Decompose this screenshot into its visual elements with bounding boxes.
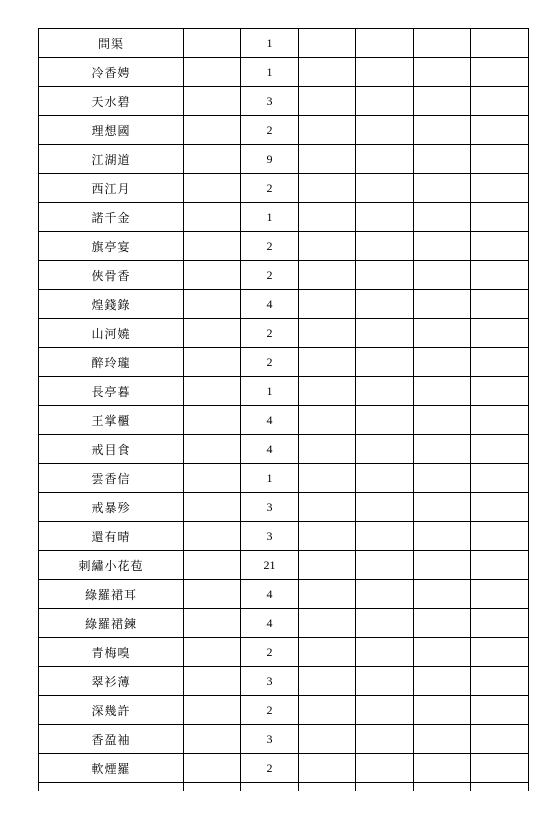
table-row-continued: [39, 783, 529, 792]
empty-cell: [414, 377, 471, 406]
table-row: [39, 522, 529, 551]
empty-cell: [356, 58, 414, 87]
empty-cell: [471, 232, 529, 261]
empty-cell: [356, 319, 414, 348]
empty-cell: [414, 609, 471, 638]
document-page: [38, 28, 528, 791]
item-name-cell: 醉玲瓏: [39, 348, 184, 377]
table-row: [39, 87, 529, 116]
empty-cell: [356, 754, 414, 783]
empty-cell: [471, 203, 529, 232]
item-name-cell: 翠衫薄: [39, 667, 184, 696]
empty-cell: [184, 348, 241, 377]
empty-cell: [356, 406, 414, 435]
empty-cell: [471, 145, 529, 174]
empty-cell: [184, 783, 241, 792]
empty-cell: [356, 377, 414, 406]
empty-cell: [299, 290, 356, 319]
quantity-cell: 1: [241, 29, 299, 58]
quantity-cell: 2: [241, 261, 299, 290]
empty-cell: [184, 203, 241, 232]
table-row: [39, 609, 529, 638]
empty-cell: [356, 348, 414, 377]
quantity-cell: 3: [241, 522, 299, 551]
quantity-cell: 2: [241, 348, 299, 377]
empty-cell: [299, 522, 356, 551]
quantity-cell: 4: [241, 290, 299, 319]
table-row: [39, 406, 529, 435]
empty-cell: [299, 261, 356, 290]
empty-cell: [414, 348, 471, 377]
table-row: [39, 667, 529, 696]
empty-cell: [299, 551, 356, 580]
table-row: [39, 551, 529, 580]
empty-cell: [471, 609, 529, 638]
empty-cell: [471, 754, 529, 783]
empty-cell: [471, 522, 529, 551]
table-row: [39, 319, 529, 348]
empty-cell: [299, 377, 356, 406]
empty-cell: [471, 493, 529, 522]
empty-cell: [356, 522, 414, 551]
empty-cell: [356, 232, 414, 261]
table-row: [39, 638, 529, 667]
item-name-cell: 戒暴殄: [39, 493, 184, 522]
item-name-cell: 刺繡小花苞: [39, 551, 184, 580]
empty-cell: [356, 290, 414, 319]
empty-cell: [356, 464, 414, 493]
empty-cell: [184, 580, 241, 609]
quantity-cell: 4: [241, 580, 299, 609]
empty-cell: [184, 58, 241, 87]
table-row: [39, 116, 529, 145]
item-name-cell: 還有晴: [39, 522, 184, 551]
quantity-cell: 3: [241, 667, 299, 696]
quantity-cell: 2: [241, 638, 299, 667]
empty-cell: [471, 696, 529, 725]
empty-cell: [299, 319, 356, 348]
empty-cell: [299, 580, 356, 609]
empty-cell: [414, 551, 471, 580]
empty-cell: [299, 783, 356, 792]
quantity-cell: 3: [241, 725, 299, 754]
table-row: [39, 232, 529, 261]
empty-cell: [471, 435, 529, 464]
empty-cell: [471, 58, 529, 87]
empty-cell: [471, 725, 529, 754]
empty-cell: [184, 725, 241, 754]
table-row: [39, 725, 529, 754]
empty-cell: [471, 580, 529, 609]
table-row: [39, 145, 529, 174]
empty-cell: [356, 261, 414, 290]
quantity-cell: 1: [241, 464, 299, 493]
empty-cell: [184, 145, 241, 174]
quantity-cell: 2: [241, 754, 299, 783]
item-name-cell: 香盈袖: [39, 725, 184, 754]
empty-cell: [414, 319, 471, 348]
empty-cell: [184, 319, 241, 348]
table-body: [39, 29, 529, 792]
empty-cell: [184, 290, 241, 319]
empty-cell: [299, 58, 356, 87]
item-name-cell: 軟煙羅: [39, 754, 184, 783]
item-name-cell: 戒目食: [39, 435, 184, 464]
item-name-cell: 旗亭宴: [39, 232, 184, 261]
empty-cell: [299, 435, 356, 464]
empty-cell: [414, 522, 471, 551]
empty-cell: [356, 696, 414, 725]
empty-cell: [299, 754, 356, 783]
empty-cell: [184, 29, 241, 58]
item-name-cell: 雲香信: [39, 464, 184, 493]
empty-cell: [299, 203, 356, 232]
empty-cell: [414, 696, 471, 725]
empty-cell: [356, 638, 414, 667]
empty-cell: [414, 87, 471, 116]
empty-cell: [471, 174, 529, 203]
quantity-cell: 2: [241, 319, 299, 348]
item-name-cell: 深幾許: [39, 696, 184, 725]
empty-cell: [471, 464, 529, 493]
item-name-cell: 綠羅裙鍊: [39, 609, 184, 638]
empty-cell: [299, 609, 356, 638]
empty-cell: [471, 87, 529, 116]
empty-cell: [184, 754, 241, 783]
empty-cell: [299, 696, 356, 725]
quantity-cell: 21: [241, 551, 299, 580]
quantity-cell: 9: [241, 145, 299, 174]
table-row: [39, 29, 529, 58]
quantity-cell: 2: [241, 116, 299, 145]
empty-cell: [471, 261, 529, 290]
quantity-cell: 2: [241, 232, 299, 261]
empty-cell: [356, 29, 414, 58]
empty-cell: [471, 116, 529, 145]
item-name-cell: 諾千金: [39, 203, 184, 232]
empty-cell: [414, 116, 471, 145]
empty-cell: [184, 609, 241, 638]
empty-cell: [414, 58, 471, 87]
empty-cell: [299, 725, 356, 754]
empty-cell: [299, 493, 356, 522]
empty-cell: [184, 493, 241, 522]
item-name-cell: 煌錢錄: [39, 290, 184, 319]
item-name-cell: 江湖道: [39, 145, 184, 174]
item-name-cell: 理想國: [39, 116, 184, 145]
empty-cell: [241, 783, 299, 792]
empty-cell: [184, 696, 241, 725]
item-name-cell: 冷香娉: [39, 58, 184, 87]
empty-cell: [184, 667, 241, 696]
empty-cell: [471, 348, 529, 377]
empty-cell: [356, 580, 414, 609]
table-row: [39, 696, 529, 725]
empty-cell: [184, 551, 241, 580]
quantity-cell: 3: [241, 493, 299, 522]
empty-cell: [414, 232, 471, 261]
item-name-cell: 王掌櫃: [39, 406, 184, 435]
item-name-cell: 青梅嗅: [39, 638, 184, 667]
empty-cell: [471, 319, 529, 348]
empty-cell: [414, 203, 471, 232]
empty-cell: [471, 29, 529, 58]
empty-cell: [356, 145, 414, 174]
empty-cell: [356, 551, 414, 580]
empty-cell: [414, 406, 471, 435]
table-row: [39, 58, 529, 87]
empty-cell: [184, 116, 241, 145]
quantity-cell: 3: [241, 87, 299, 116]
empty-cell: [39, 783, 184, 792]
empty-cell: [414, 145, 471, 174]
empty-cell: [184, 232, 241, 261]
empty-cell: [299, 174, 356, 203]
item-name-cell: 問渠: [39, 29, 184, 58]
empty-cell: [356, 783, 414, 792]
empty-cell: [414, 29, 471, 58]
table-row: [39, 580, 529, 609]
quantity-cell: 4: [241, 406, 299, 435]
empty-cell: [414, 580, 471, 609]
empty-cell: [356, 174, 414, 203]
table-row: [39, 754, 529, 783]
empty-cell: [299, 116, 356, 145]
empty-cell: [184, 638, 241, 667]
empty-cell: [414, 667, 471, 696]
empty-cell: [356, 725, 414, 754]
empty-cell: [299, 29, 356, 58]
empty-cell: [414, 435, 471, 464]
empty-cell: [471, 377, 529, 406]
empty-cell: [414, 754, 471, 783]
empty-cell: [356, 667, 414, 696]
item-name-cell: 天水碧: [39, 87, 184, 116]
empty-cell: [299, 232, 356, 261]
item-name-cell: 長亭暮: [39, 377, 184, 406]
table-row: [39, 435, 529, 464]
quantity-cell: 2: [241, 174, 299, 203]
empty-cell: [356, 435, 414, 464]
empty-cell: [299, 464, 356, 493]
empty-cell: [184, 435, 241, 464]
table-row: [39, 174, 529, 203]
empty-cell: [471, 551, 529, 580]
empty-cell: [184, 261, 241, 290]
empty-cell: [356, 116, 414, 145]
empty-cell: [299, 145, 356, 174]
empty-cell: [414, 464, 471, 493]
empty-cell: [299, 667, 356, 696]
item-name-cell: 山河嬈: [39, 319, 184, 348]
item-count-table: [38, 28, 529, 791]
empty-cell: [471, 638, 529, 667]
empty-cell: [356, 493, 414, 522]
empty-cell: [414, 174, 471, 203]
empty-cell: [471, 406, 529, 435]
quantity-cell: 1: [241, 58, 299, 87]
item-name-cell: 俠骨香: [39, 261, 184, 290]
empty-cell: [184, 377, 241, 406]
empty-cell: [414, 638, 471, 667]
table-row: [39, 348, 529, 377]
empty-cell: [471, 667, 529, 696]
table-row: [39, 464, 529, 493]
empty-cell: [356, 87, 414, 116]
table-row: [39, 261, 529, 290]
item-name-cell: 綠羅裙耳: [39, 580, 184, 609]
empty-cell: [414, 261, 471, 290]
empty-cell: [184, 522, 241, 551]
quantity-cell: 4: [241, 435, 299, 464]
empty-cell: [414, 493, 471, 522]
empty-cell: [356, 203, 414, 232]
empty-cell: [471, 783, 529, 792]
table-row: [39, 290, 529, 319]
empty-cell: [299, 87, 356, 116]
empty-cell: [299, 638, 356, 667]
quantity-cell: 1: [241, 203, 299, 232]
empty-cell: [299, 406, 356, 435]
table-row: [39, 493, 529, 522]
empty-cell: [414, 783, 471, 792]
table-row: [39, 203, 529, 232]
quantity-cell: 2: [241, 696, 299, 725]
table-row: [39, 377, 529, 406]
quantity-cell: 1: [241, 377, 299, 406]
empty-cell: [184, 406, 241, 435]
empty-cell: [414, 290, 471, 319]
empty-cell: [471, 290, 529, 319]
empty-cell: [184, 87, 241, 116]
item-name-cell: 西江月: [39, 174, 184, 203]
empty-cell: [184, 464, 241, 493]
quantity-cell: 4: [241, 609, 299, 638]
empty-cell: [299, 348, 356, 377]
empty-cell: [356, 609, 414, 638]
empty-cell: [414, 725, 471, 754]
empty-cell: [184, 174, 241, 203]
